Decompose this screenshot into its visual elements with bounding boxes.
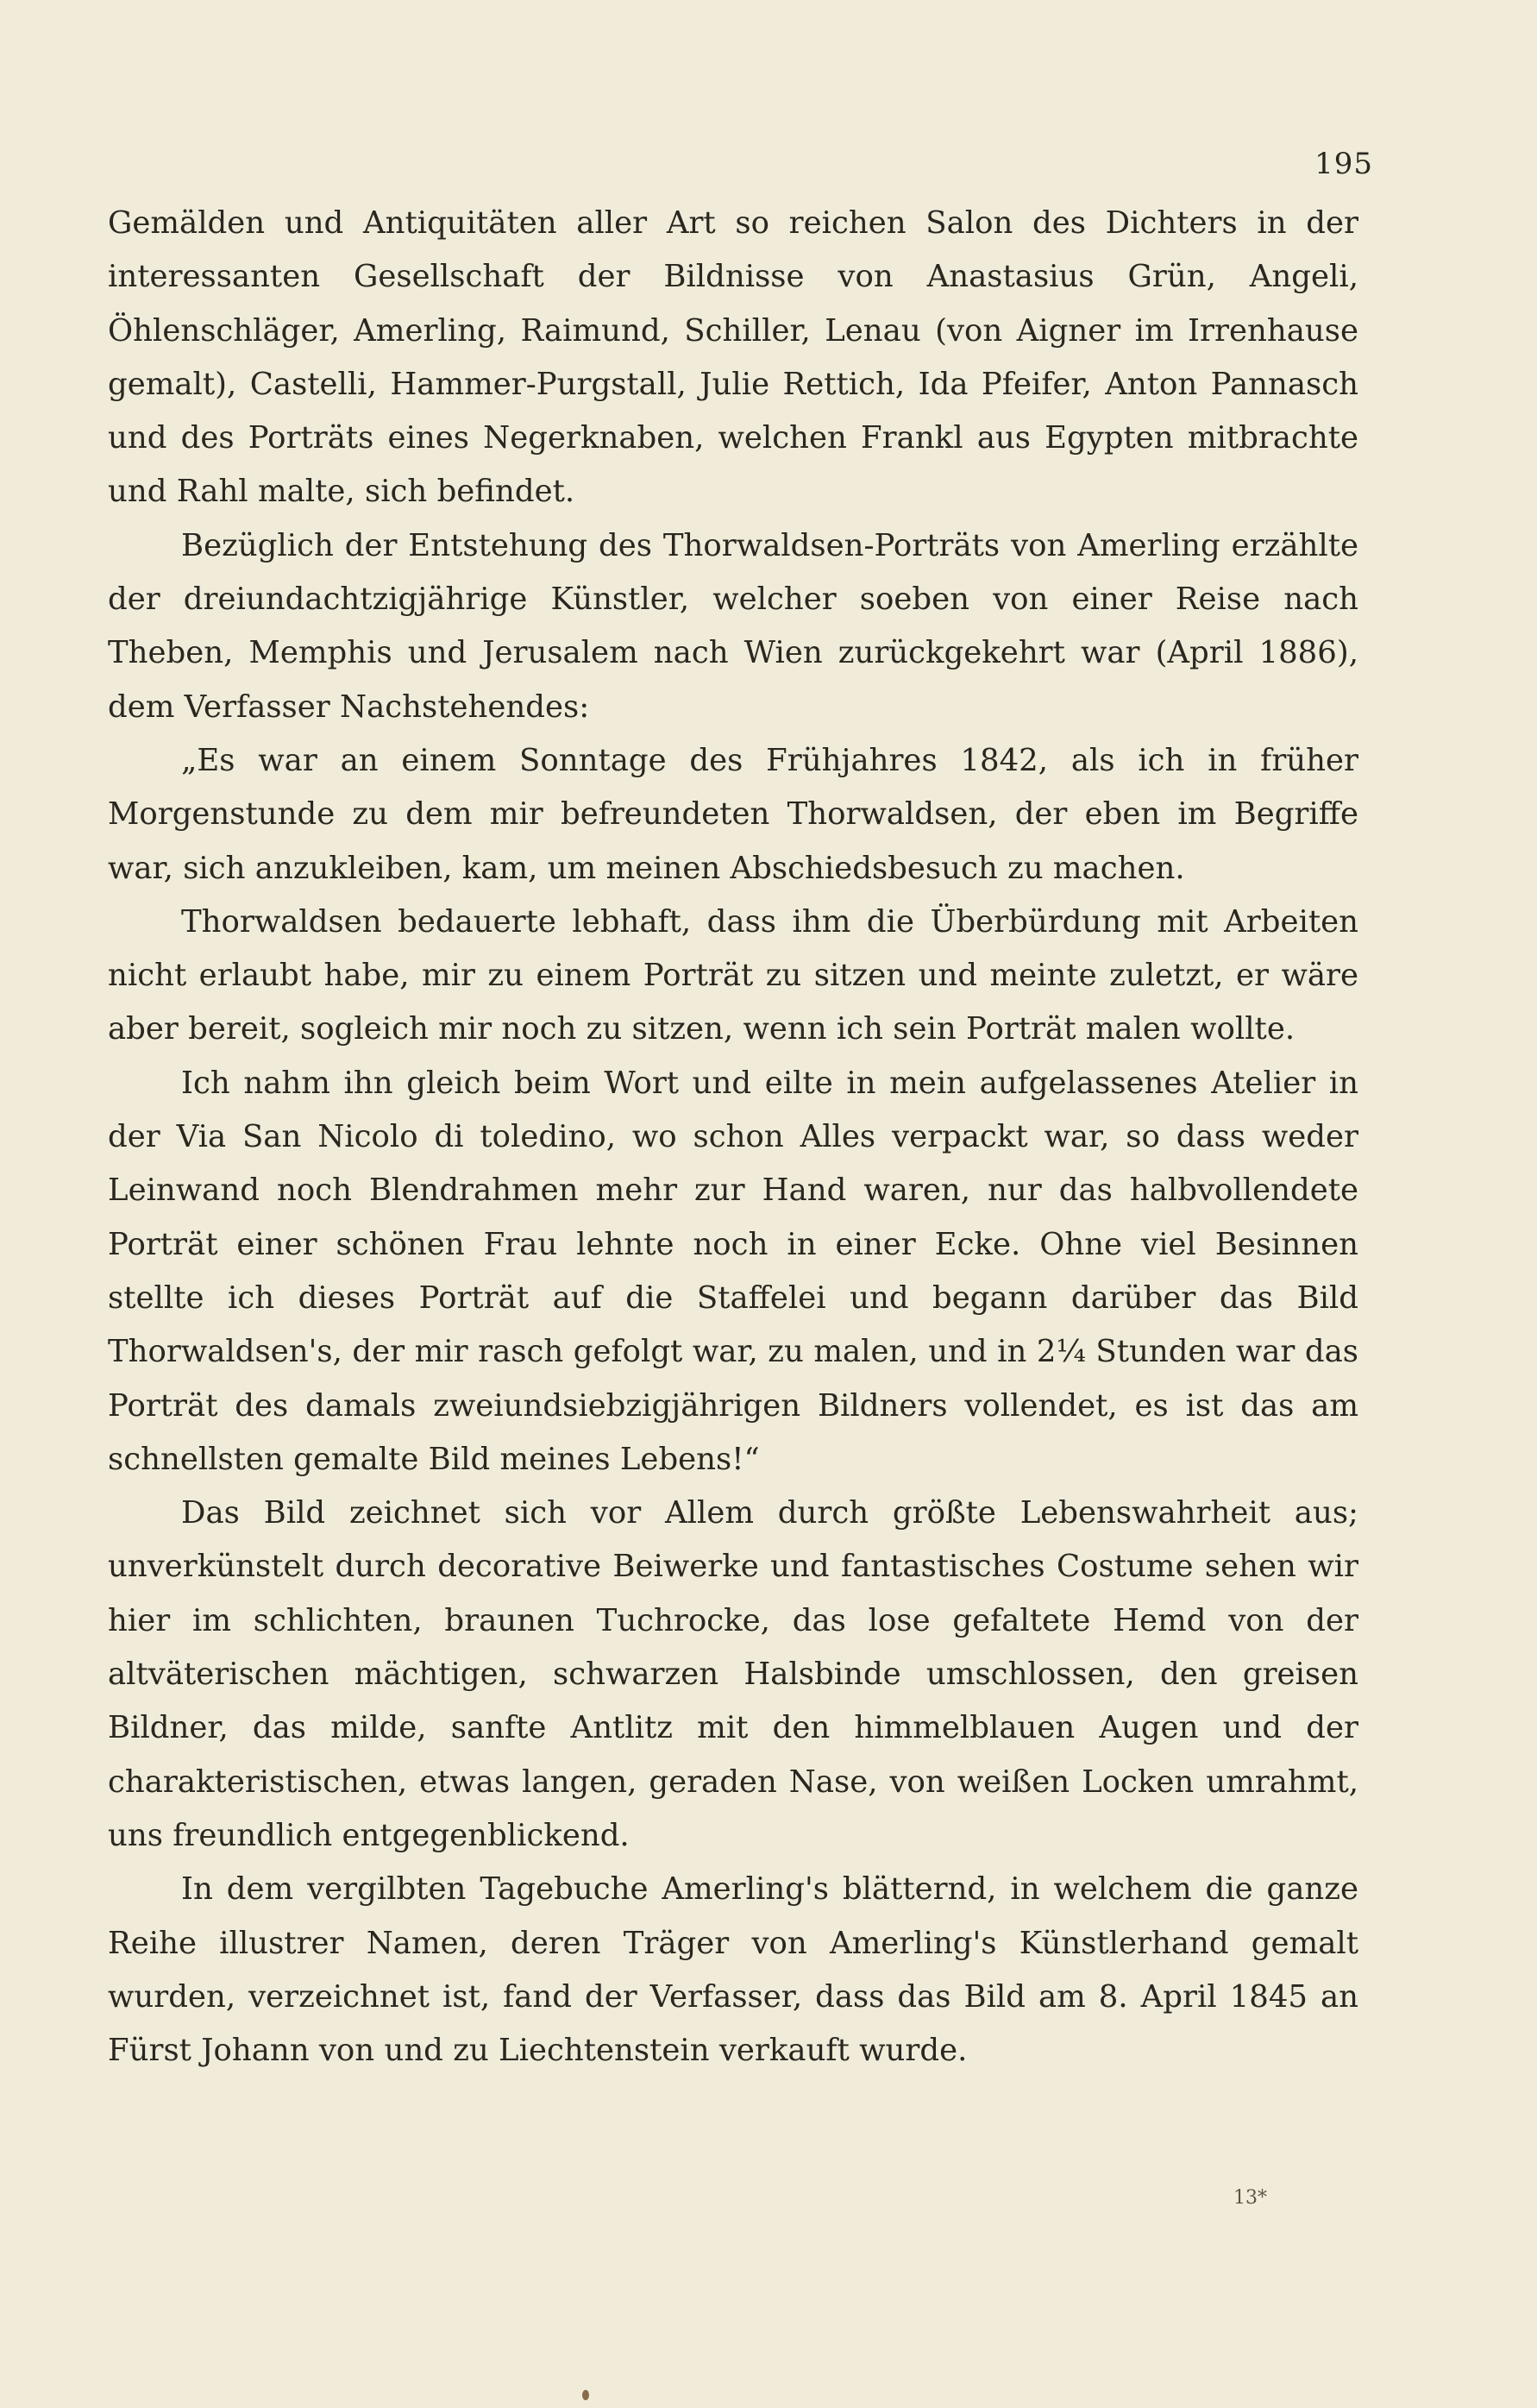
printer-signature-mark: 13* [1233, 2187, 1267, 2209]
paragraph: Bezüglich der Entstehung des Thorwaldsen-Porträts von Amerling erzählte der dreiundachtzigjährige Künstler, welcher soeben von einer Reise nach Theben, Memphis und Jerusalem nach Wien zurückgekehrt war (April 1886), dem Verfasser Nachstehendes: [108, 527, 1358, 725]
ink-spot [582, 2390, 589, 2400]
paragraph: „Es war an einem Sonntage des Frühjahres 1842, als ich in früher Morgenstunde zu dem mir befreundeten Thorwaldsen, der eben im Begriffe war, sich anzukleiben, kam, um meinen Abschiedsbesuch zu machen. [108, 742, 1358, 886]
body-text [108, 197, 1358, 2078]
paragraph: Gemälden und Antiquitäten aller Art so reichen Salon des Dichters in der interessanten Gesellschaft der Bildnisse von Anastasius Grün, Angeli, Öhlenschläger, Amerling, Raimund, Schiller, Lenau (von Aigner im Irrenhause gemalt), Castelli, Hammer-Purgstall, Julie Rettich, Ida Pfeifer, Anton Pannasch und des Porträts eines Negerknaben, welchen Frankl aus Egypten mitbrachte und Rahl malte, sich befindet. [108, 205, 1358, 510]
page-number: 195 [1314, 147, 1373, 181]
paragraph: Das Bild zeichnet sich vor Allem durch größte Lebenswahrheit aus; unverkünstelt durch decorative Beiwerke und fantastisches Costume sehen wir hier im schlichten, braunen Tuchrocke, das lose gefaltete Hemd von der altväterischen mächtigen, schwarzen Halsbinde umschlossen, den greisen Bildner, das milde, sanfte Antlitz mit den himmelblauen Augen und der charakteristischen, etwas langen, geraden Nase, von weißen Locken umrahmt, uns freundlich entgegenblickend. [108, 1495, 1358, 1853]
paragraph: Ich nahm ihn gleich beim Wort und eilte in mein aufgelassenes Atelier in der Via San Nicolo di toledino, wo schon Alles verpackt war, so dass weder Leinwand noch Blendrahmen mehr zur Hand waren, nur das halbvollendete Porträt einer schönen Frau lehnte noch in einer Ecke. Ohne viel Besinnen stellte ich dieses Porträt auf die Staffelei und begann darüber das Bild Thorwaldsen's, der mir rasch gefolgt war, zu malen, und in 2¼ Stunden war das Porträt des damals zweiundsiebzigjährigen Bildners vollendet, es ist das am schnellsten gemalte Bild meines Lebens!“ [108, 1065, 1358, 1477]
paragraph: In dem vergilbten Tagebuche Amerling's blätternd, in welchem die ganze Reihe illustrer Namen, deren Träger von Amerling's Künstlerhand gemalt wurden, verzeichnet ist, fand der Verfasser, dass das Bild am 8. April 1845 an Fürst Johann von und zu Liechtenstein verkauft wurde. [108, 1871, 1358, 2069]
paragraph: Thorwaldsen bedauerte lebhaft, dass ihm die Überbürdung mit Arbeiten nicht erlaubt habe, mir zu einem Porträt zu sitzen und meinte zuletzt, er wäre aber bereit, sogleich mir noch zu sitzen, wenn ich sein Porträt malen wollte. [108, 903, 1358, 1047]
